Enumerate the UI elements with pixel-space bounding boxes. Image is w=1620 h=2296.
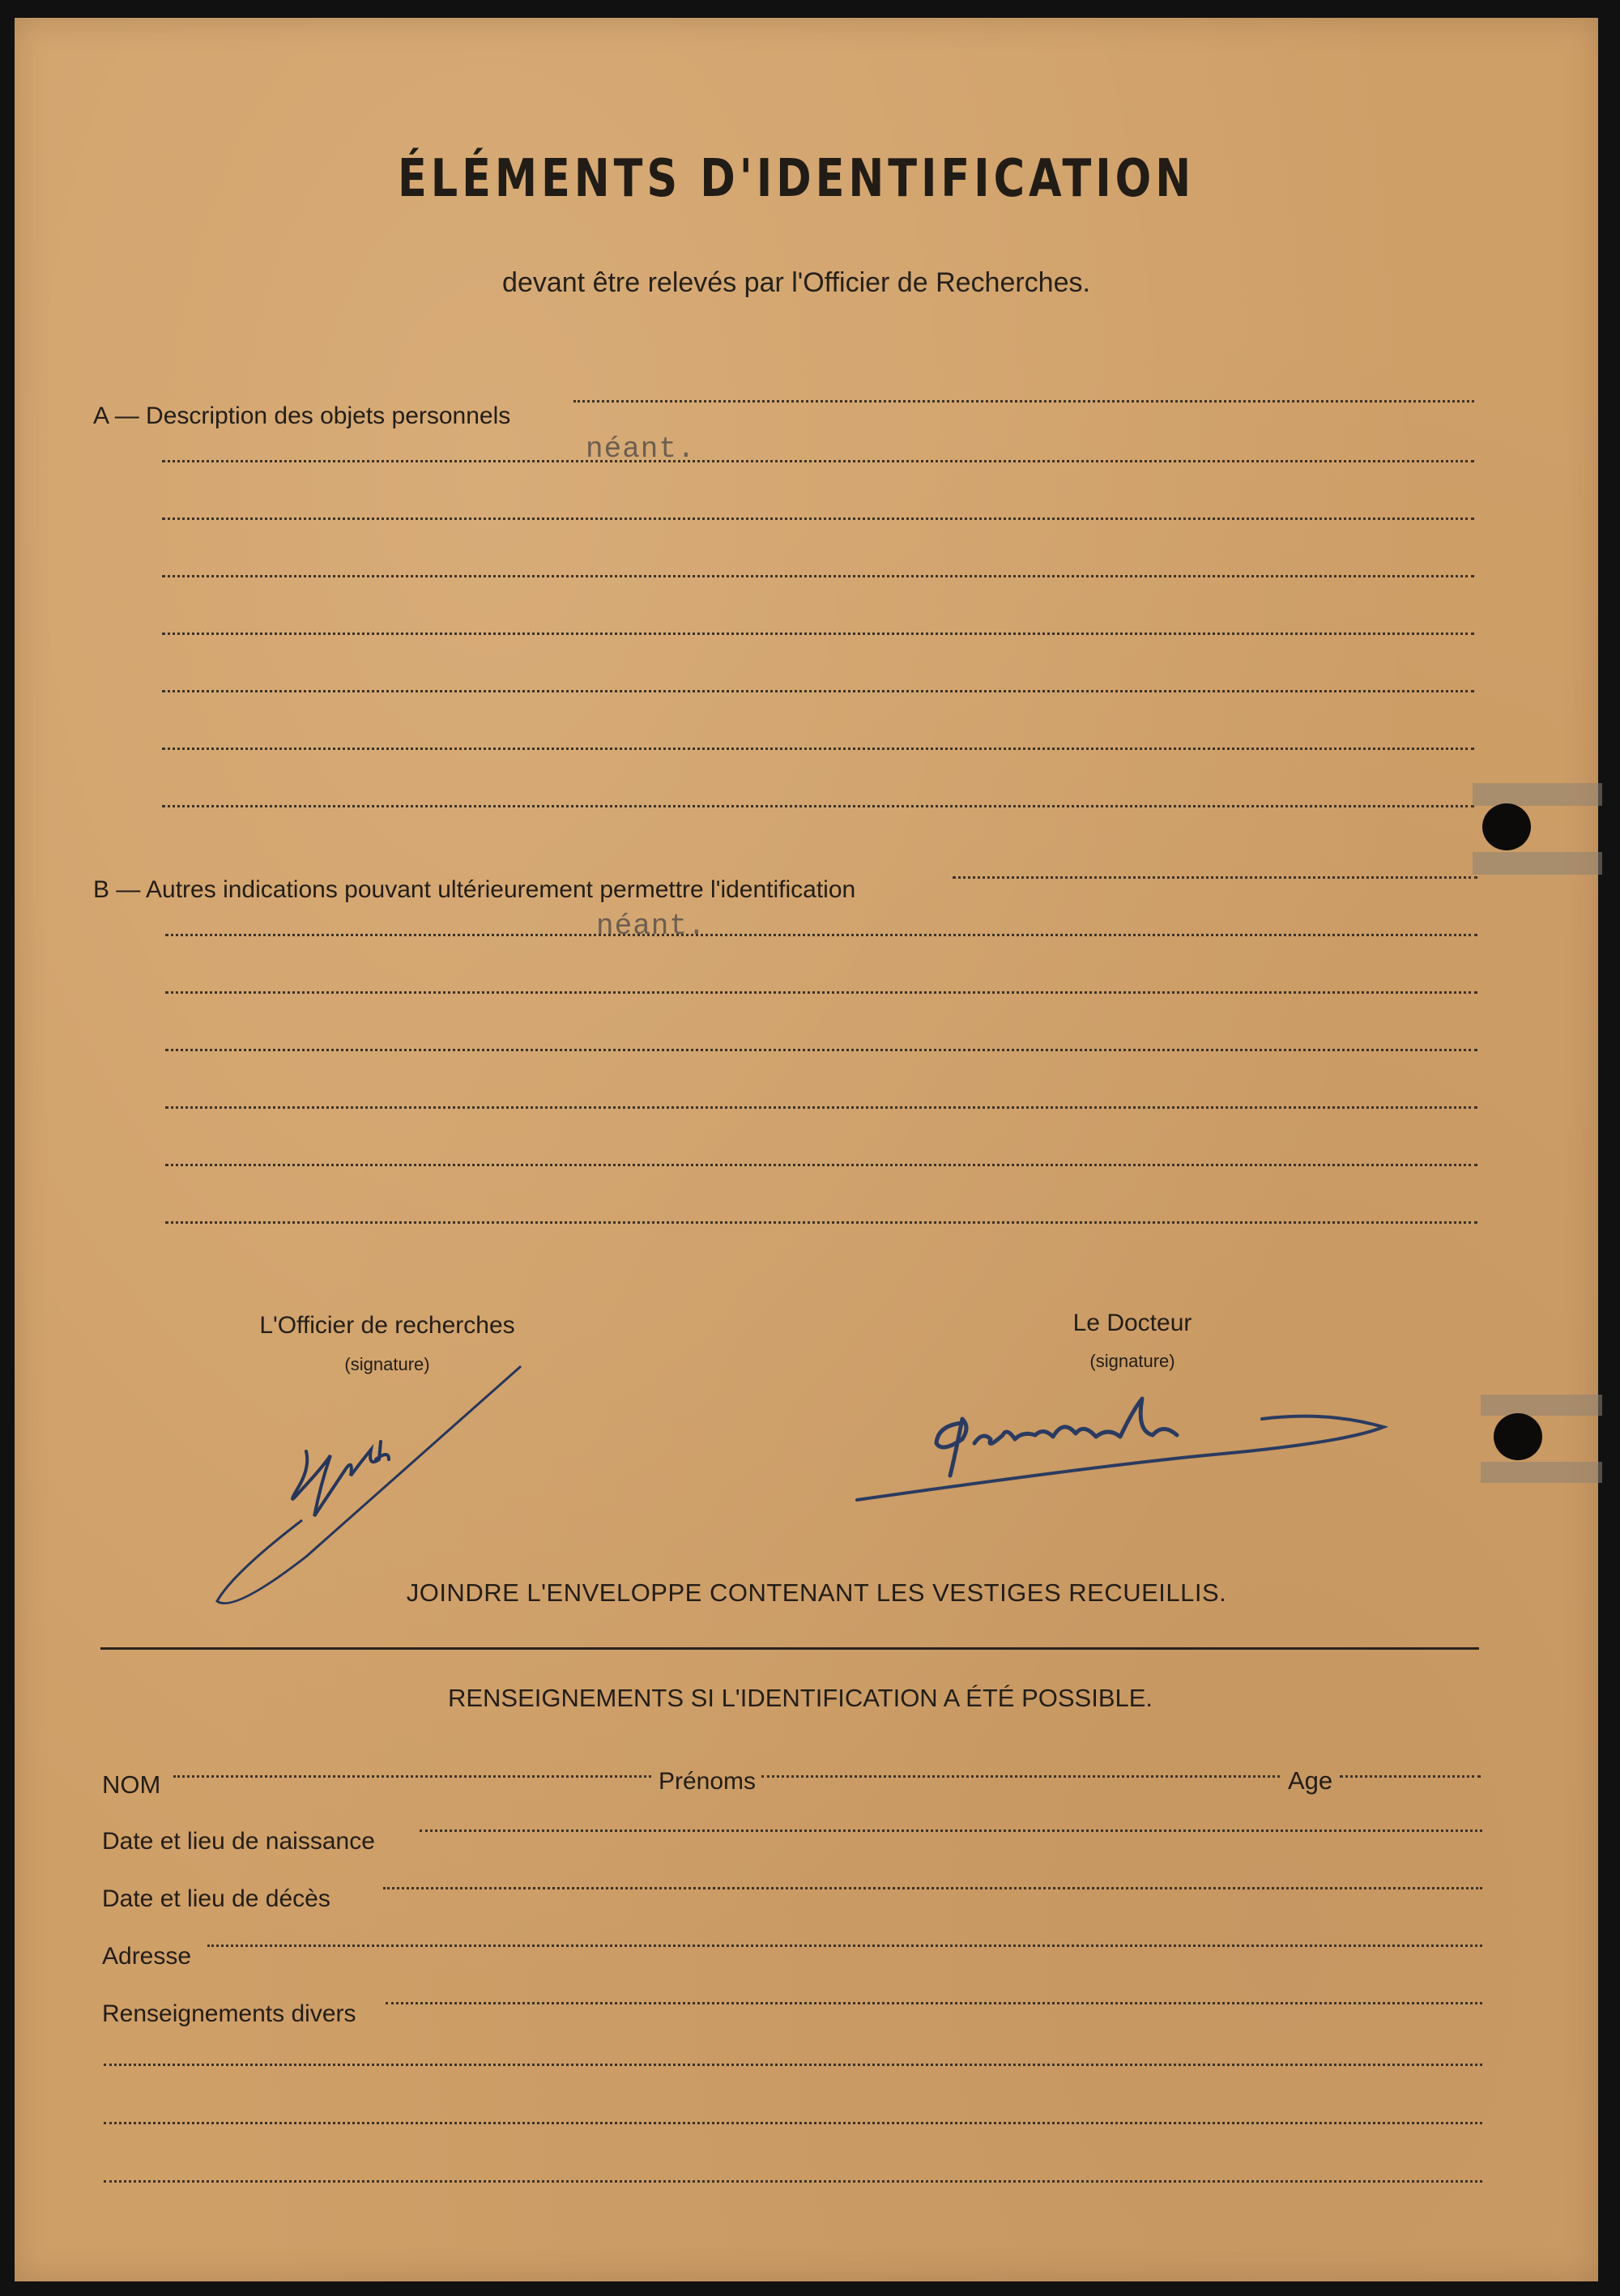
nom-field[interactable] [173, 1775, 651, 1778]
tape-strip [1481, 1462, 1602, 1483]
address-field[interactable] [207, 1945, 1482, 1947]
section-b-line-4[interactable] [165, 1049, 1477, 1051]
nom-label: NOM [102, 1770, 161, 1799]
doctor-signature [841, 1362, 1408, 1516]
form-title: ÉLÉMENTS D'IDENTIFICATION [397, 149, 1196, 209]
officer-signature [209, 1346, 549, 1613]
section-a-line-8[interactable] [162, 805, 1474, 807]
misc-label: Renseignements divers [102, 2000, 356, 2027]
age-field[interactable] [1340, 1775, 1481, 1778]
prenoms-label: Prénoms [659, 1768, 757, 1795]
doctor-signature-note: (signature) [1089, 1351, 1175, 1371]
age-label: Age [1288, 1766, 1333, 1795]
birth-field[interactable] [420, 1830, 1482, 1832]
section-divider [100, 1647, 1479, 1650]
punch-hole [1482, 803, 1531, 850]
form-subtitle: devant être relevés par l'Officier de Recherches. [502, 267, 1090, 298]
tape-strip [1473, 852, 1602, 875]
envelope-instruction: JOINDRE L'ENVELOPPE CONTENANT LES VESTIGES RECUEILLIS. [406, 1578, 1227, 1607]
address-label: Adresse [102, 1943, 192, 1970]
section-a-line-3[interactable] [162, 518, 1474, 520]
form-sheet [15, 18, 1598, 2281]
officer-signature-note: (signature) [344, 1354, 430, 1374]
death-field[interactable] [383, 1887, 1482, 1889]
section-a-line-1[interactable] [573, 400, 1474, 403]
section-b-line-3[interactable] [165, 991, 1477, 994]
identification-heading: RENSEIGNEMENTS SI L'IDENTIFICATION A ÉTÉ POSSIBLE. [447, 1684, 1153, 1712]
prenoms-field[interactable] [761, 1775, 1280, 1778]
section-a-line-5[interactable] [162, 633, 1474, 635]
misc-field-line-1[interactable] [386, 2002, 1482, 2004]
section-b-line-1[interactable] [953, 876, 1477, 879]
misc-field-line-2[interactable] [104, 2064, 1482, 2066]
section-b-typed-value: néant. [596, 909, 706, 943]
section-b-label: B — Autres indications pouvant ultérieurement permettre l'identification [93, 876, 856, 903]
officer-title: L'Officier de recherches [259, 1312, 515, 1339]
section-a-typed-value: néant. [586, 432, 696, 466]
section-b-line-5[interactable] [165, 1106, 1477, 1109]
misc-field-line-4[interactable] [104, 2180, 1482, 2183]
section-a-line-6[interactable] [162, 690, 1474, 692]
tape-strip [1473, 783, 1602, 806]
section-a-label: A — Description des objets personnels [93, 403, 511, 429]
section-a-line-2[interactable] [162, 460, 1474, 462]
section-b-line-6[interactable] [165, 1164, 1477, 1166]
death-label: Date et lieu de décès [102, 1885, 330, 1912]
section-a-line-7[interactable] [162, 748, 1474, 750]
section-a-line-4[interactable] [162, 575, 1474, 577]
misc-field-line-3[interactable] [104, 2122, 1482, 2124]
section-b-line-2[interactable] [165, 934, 1477, 936]
section-b-line-7[interactable] [165, 1221, 1477, 1224]
doctor-title: Le Docteur [1072, 1310, 1192, 1336]
punch-hole [1494, 1413, 1542, 1460]
birth-label: Date et lieu de naissance [102, 1828, 375, 1855]
tape-strip [1481, 1395, 1602, 1416]
